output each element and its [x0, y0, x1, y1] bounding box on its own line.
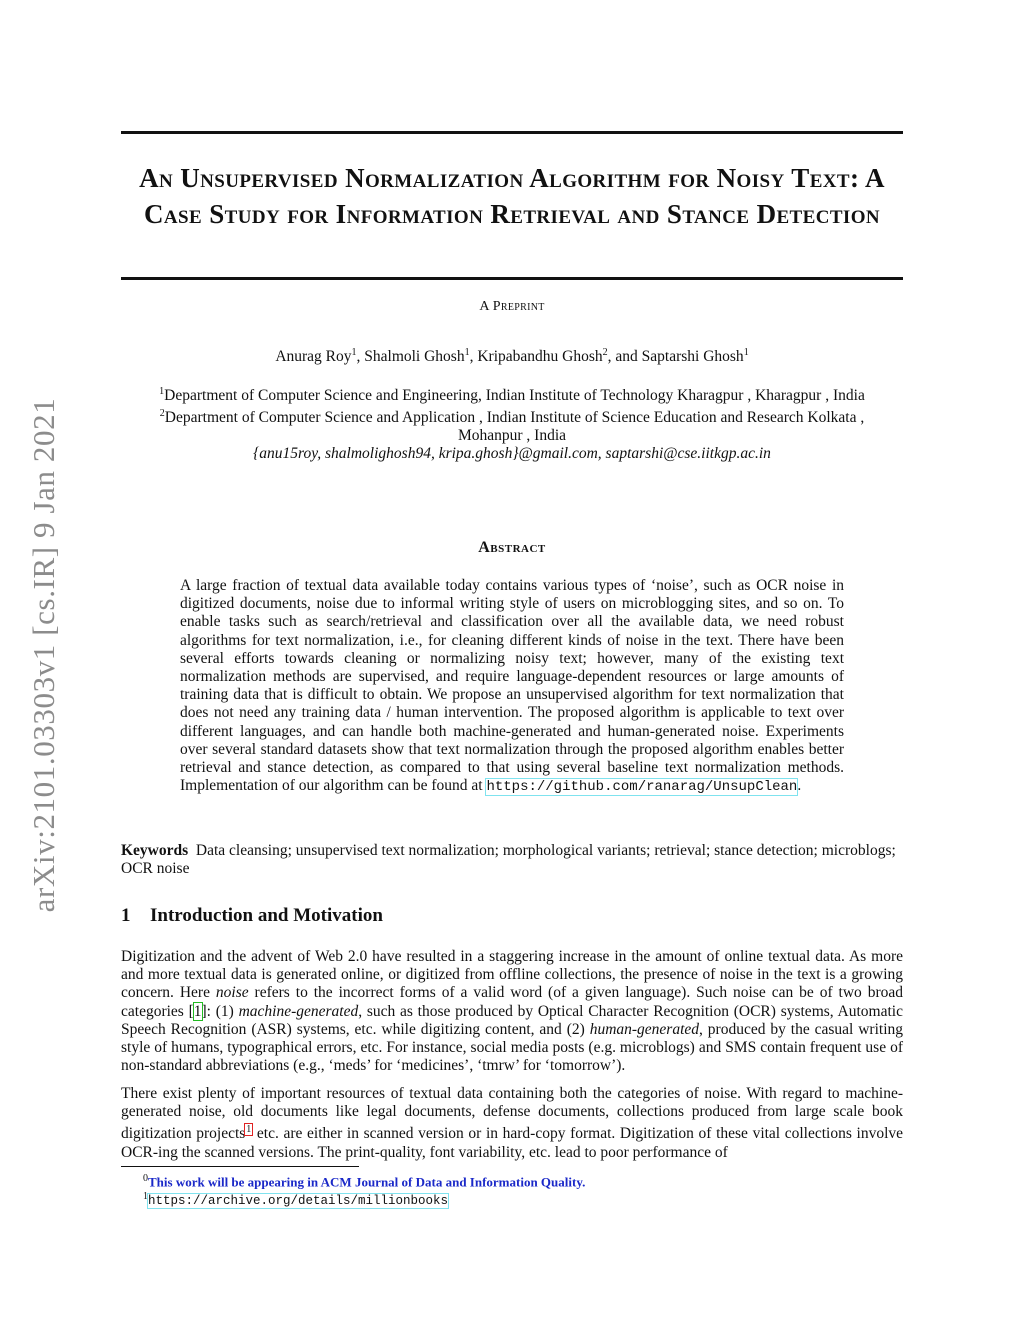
abstract-end: .	[797, 777, 802, 795]
text-run: There exist plenty of important resources of textual data containing both the categories of noise. With regard to machine-generated noise, old documents like legal documents, defense documents, collections produced from large scale book digitization projects	[121, 1085, 903, 1143]
footnote-ref-link[interactable]: 1	[246, 1124, 252, 1136]
footnote-mark: 1	[143, 1191, 148, 1202]
github-link[interactable]: https://github.com/ranarag/UnsupClean	[486, 779, 798, 796]
text-run: Digitization and the advent of Web 2.0 have resulted in a staggering increase in the amount of online textual data. As more and more textual data is generated online, or digitized from offline collections, the presence of noise in the text is a growing concern. Here	[121, 948, 903, 1002]
author-name: Anurag Roy	[275, 348, 352, 366]
footnote-mark: 0	[143, 1173, 148, 1184]
author-emails: {anu15roy, shalmolighosh94, kripa.ghosh}@gmail.com, saptarshi@cse.iitkgp.ac.in	[253, 445, 771, 463]
keywords-label: Keywords	[121, 842, 189, 859]
author-name: Shalmoli Ghosh	[364, 348, 465, 366]
footnote-1	[143, 1191, 448, 1208]
citation-link[interactable]: 1	[193, 1002, 202, 1020]
archive-link[interactable]: https://archive.org/details/millionbooks	[148, 1194, 449, 1209]
affiliation-text: Department of Computer Science and Application , Indian Institute of Science Education and Research Kolkata ,	[164, 409, 865, 427]
affiliation-line	[121, 383, 903, 405]
affiliation-mark: 2	[159, 408, 165, 420]
affiliations	[121, 383, 903, 463]
text-run: ]: (1)	[201, 1002, 239, 1020]
affiliation-line	[121, 405, 903, 427]
affiliation-text: Mohanpur , India	[457, 427, 567, 445]
abstract-text: A large fraction of textual data available today contains various types of ‘noise’, such as OCR noise in digitized documents, noise due to informal writing style of users on microblogging sites, and so on. To enable tasks such as search/retrieval and classification over all the available data, we need robust algorithms for text normalization, i.e., for cleaning different kinds of noise in the text. There have been several efforts towards cleaning or normalizing noisy text; however, many of the existing text normalization methods are supervised, and require language-dependent resources or large amounts of training data that is difficult to obtain. We propose an unsupervised algorithm for text normalization that does not need any training data / human intervention. The proposed algorithm is applicable to text over different languages, and can handle both machine-generated and human-generated noise. Experiments over several standard datasets show that text normalization through the proposed algorithm enables better retrieval and stance detection, as compared to that using several baseline text normalization methods. Implementation of our algorithm can be found at	[180, 577, 844, 795]
author-separator: ,	[356, 348, 365, 366]
paper-title: An Unsupervised Normalization Algorithm for Noisy Text: A Case Study for Information Retrieval and Stance Detection	[139, 163, 885, 229]
author-list	[121, 347, 903, 366]
keywords	[121, 842, 903, 878]
author-affiliation-mark: 1	[743, 347, 749, 358]
author-separator: ,	[469, 348, 478, 366]
affiliation-text: Department of Computer Science and Engineering, Indian Institute of Technology Kharagpur , Kharagpur , India	[164, 387, 865, 405]
title-rule-top	[121, 131, 903, 134]
text-run: , such as those produced by Optical Character Recognition (OCR) systems, Automatic Speech Recognition (ASR) systems, etc. while digitizing content, and (2)	[121, 1002, 903, 1038]
author-affiliation-mark: 1	[351, 347, 357, 358]
section-title: Introduction and Motivation	[150, 905, 383, 926]
section-heading	[121, 905, 903, 927]
abstract-heading: Abstract	[478, 539, 546, 556]
affiliation-mark: 1	[159, 386, 165, 397]
intro-paragraph-2	[121, 1085, 903, 1162]
author-affiliation-mark: 2	[602, 347, 608, 358]
intro-paragraph-1	[121, 948, 903, 1075]
author-affiliation-mark: 1	[464, 347, 470, 358]
emphasis: noise	[215, 984, 249, 1002]
emphasis: machine-generated	[238, 1002, 359, 1020]
keywords-text: Data cleansing; unsupervised text normalization; morphological variants; retrieval; stance detection; microblogs; OCR noise	[121, 842, 896, 877]
text-run: etc. are either in scanned version or in hard-copy format. Digitization of these vital collections involve OCR-ing the scanned versions. The print-quality, font variability, etc. lead to poor performance of	[121, 1125, 903, 1161]
author-separator: , and	[607, 348, 642, 366]
emphasis: human-generated	[589, 1020, 700, 1038]
section-number: 1	[121, 905, 131, 926]
footnote-rule	[121, 1166, 359, 1167]
footnote-0	[143, 1173, 585, 1190]
author-name: Kripabandhu Ghosh	[477, 348, 603, 366]
text-run: refers to the incorrect forms of a valid word (of a given language). Such noise can be of two broad categories [	[121, 984, 904, 1020]
title-rule-bottom	[121, 277, 903, 280]
preprint-label: A Preprint	[479, 299, 545, 314]
author-name: Saptarshi Ghosh	[641, 348, 744, 366]
arxiv-sidebar-id[interactable]: arXiv:2101.03303v1 [cs.IR] 9 Jan 2021	[26, 397, 61, 913]
abstract-body	[180, 577, 844, 796]
acm-journal-link[interactable]: This work will be appearing in ACM Journal of Data and Information Quality.	[148, 1174, 586, 1190]
affiliation-line	[121, 427, 903, 445]
text-run: , produced by the casual writing style of humans, typographical errors, etc. For instance, social media posts (e.g. microblogs) and SMS contain frequent use of non-standard abbreviations (e.g., ‘meds’ for ‘medicines’, ‘tmrw’ for ‘tomorrow’).	[121, 1020, 903, 1075]
